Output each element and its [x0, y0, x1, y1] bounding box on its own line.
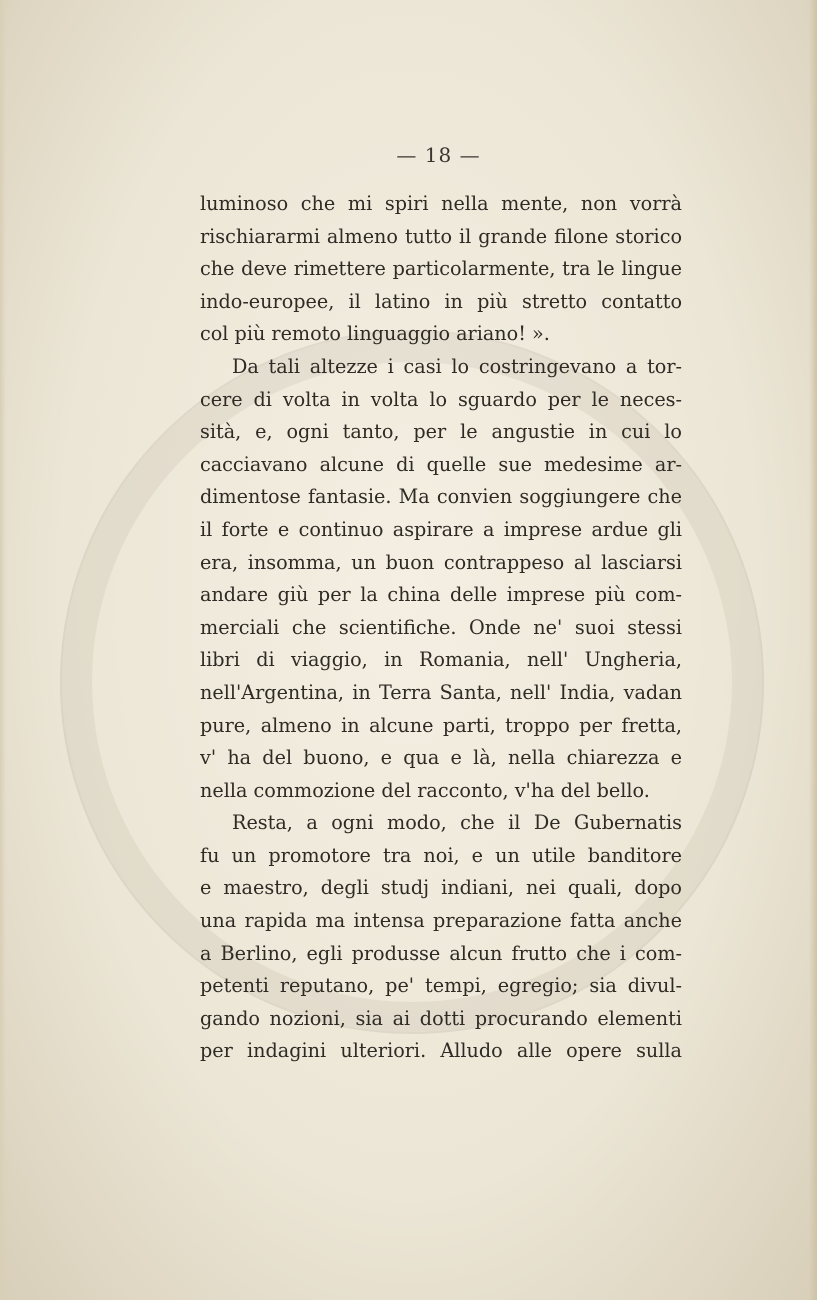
- text-line: una rapida ma intensa preparazione fatta anche: [200, 909, 682, 933]
- page-edge-left: [0, 0, 6, 1300]
- text-line: cacciavano alcune di quelle sue medesime ar-: [200, 452, 682, 476]
- text-line: nell'Argentina, in Terra Santa, nell' India, vadan: [200, 680, 682, 704]
- text-line: col più remoto linguaggio ariano! ».: [200, 322, 550, 346]
- text-line: sità, e, ogni tanto, per le angustie in cui lo: [200, 420, 682, 444]
- text-line: era, insomma, un buon contrappeso al lasciarsi: [200, 550, 682, 574]
- text-line: libri di viaggio, in Romania, nell' Ungheria,: [200, 648, 682, 672]
- text-line: per indagini ulteriori. Alludo alle opere sulla: [200, 1039, 682, 1063]
- text-line: gando nozioni, sia ai dotti procurando elementi: [200, 1006, 682, 1030]
- text-line: Da tali altezze i casi lo costringevano a tor-: [232, 354, 682, 378]
- text-line: pure, almeno in alcune parti, troppo per fretta,: [200, 713, 682, 737]
- page-number: — 18 —: [396, 143, 481, 167]
- text-line: Resta, a ogni modo, che il De Gubernatis: [232, 811, 682, 835]
- text-line: dimentose fantasie. Ma convien soggiungere che: [200, 485, 682, 509]
- text-line: a Berlino, egli produsse alcun frutto che i com-: [200, 941, 682, 965]
- text-line: e maestro, degli studj indiani, nei quali, dopo: [200, 876, 682, 900]
- text-line: merciali che scientifiche. Onde ne' suoi stessi: [200, 615, 682, 639]
- text-line: rischiararmi almeno tutto il grande filone storico: [200, 224, 682, 248]
- text-line: indo-europee, il latino in più stretto contatto: [200, 289, 682, 313]
- text-line: il forte e continuo aspirare a imprese ardue gli: [200, 517, 682, 541]
- body-text: [200, 188, 682, 1068]
- text-line: nella commozione del racconto, v'ha del bello.: [200, 778, 650, 802]
- text-line: andare giù per la china delle imprese più com-: [200, 583, 682, 607]
- text-line: fu un promotore tra noi, e un utile banditore: [200, 843, 682, 867]
- text-line: v' ha del buono, e qua e là, nella chiarezza e: [200, 746, 682, 770]
- text-line: che deve rimettere particolarmente, tra le lingue: [200, 257, 682, 281]
- text-line: cere di volta in volta lo sguardo per le neces-: [200, 387, 682, 411]
- text-line: petenti reputano, pe' tempi, egregio; sia divul-: [200, 974, 682, 998]
- text-line: luminoso che mi spiri nella mente, non vorrà: [200, 192, 682, 215]
- page-edge-right: [809, 0, 817, 1300]
